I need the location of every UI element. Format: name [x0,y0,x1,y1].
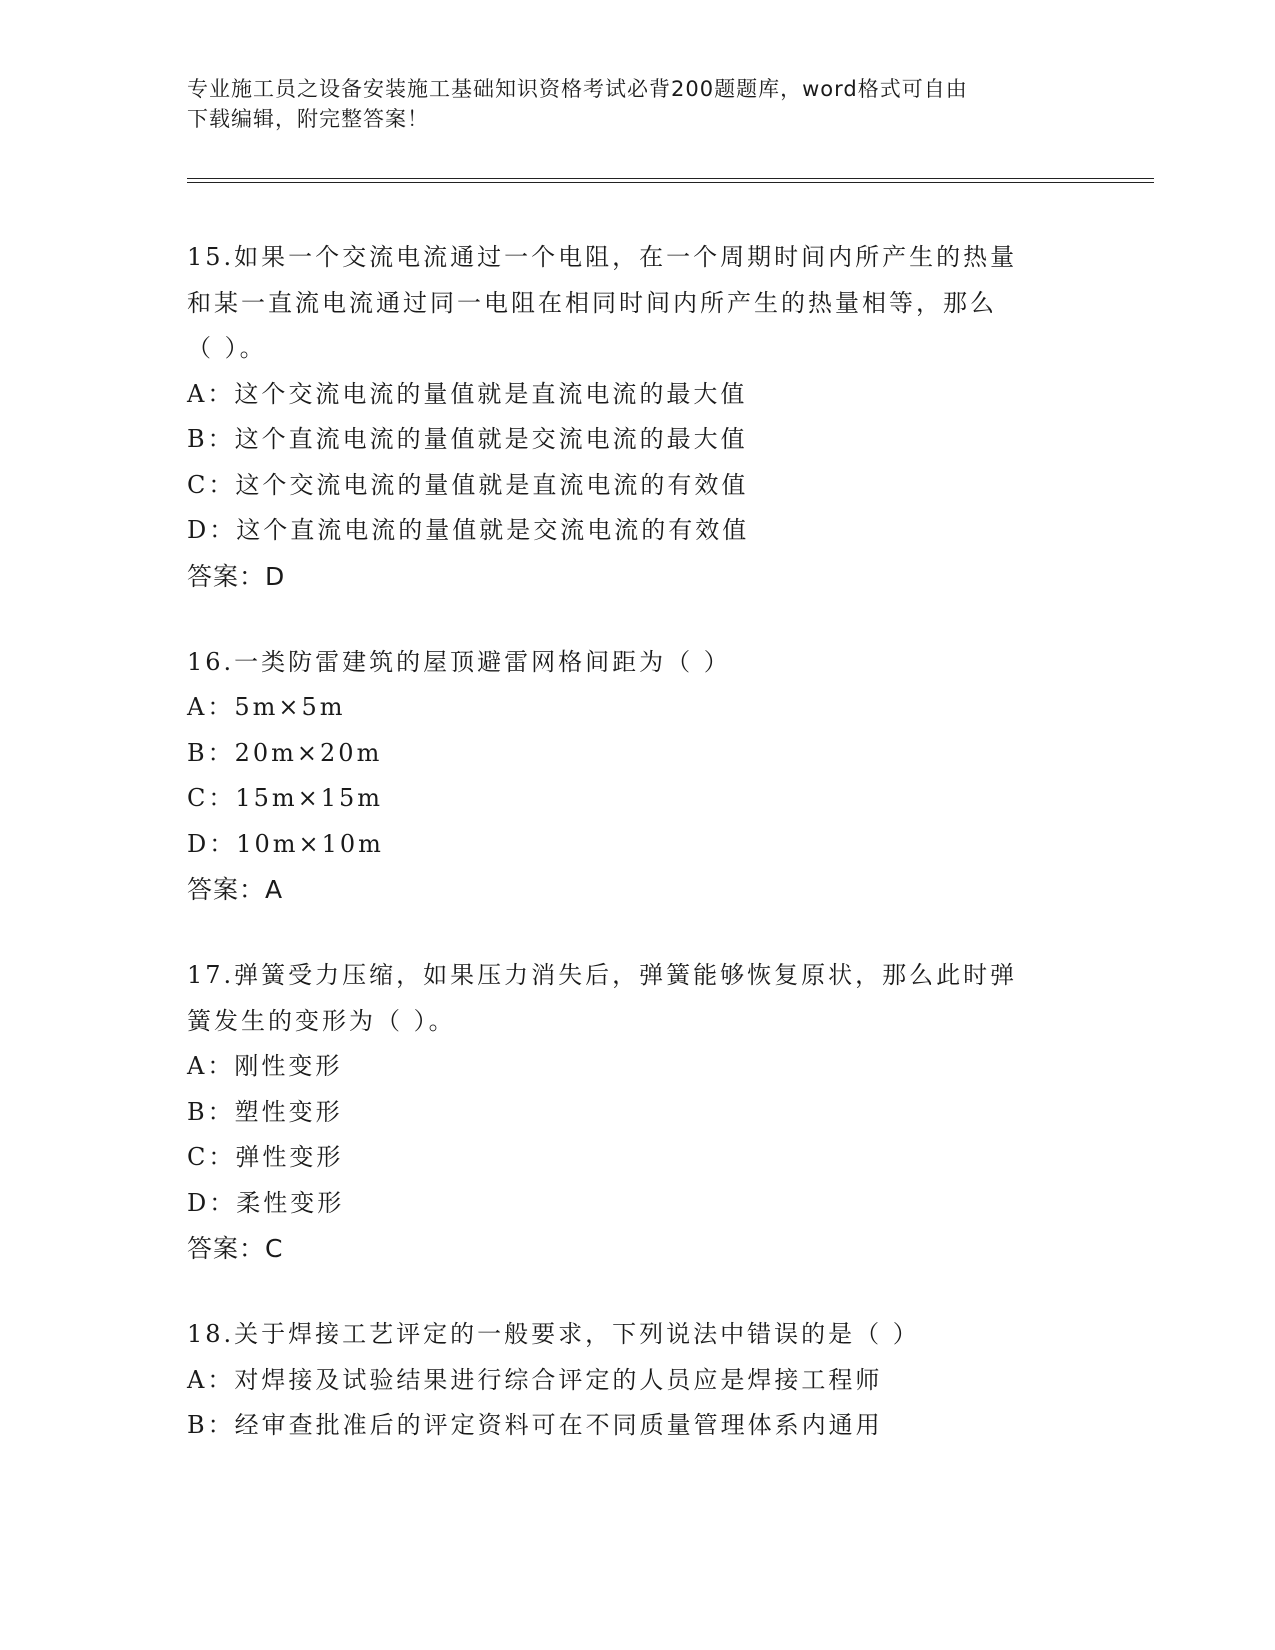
question-text-line: 18.关于焊接工艺评定的一般要求，下列说法中错误的是（ ） [187,1320,920,1348]
option-c: C：15m×15m [187,784,384,812]
question-17 [187,953,1087,1271]
question-list [187,235,1087,1490]
option-c: C：弹性变形 [187,1143,344,1171]
question-text-line: （ ）。 [187,334,267,362]
answer: 答案：A [187,875,284,904]
question-text-line: 簧发生的变形为（ ）。 [187,1006,456,1035]
option-c: C：这个交流电流的量值就是直流电流的有效值 [187,470,749,499]
option-d: D：柔性变形 [187,1188,345,1217]
option-b: B：经审查批准后的评定资料可在不同质量管理体系内通用 [187,1411,883,1439]
answer: 答案：C [187,1234,284,1263]
question-text-line: 16.一类防雷建筑的屋顶避雷网格间距为（ ） [187,647,731,676]
option-b: B：塑性变形 [187,1097,343,1126]
question-16 [187,640,1087,913]
option-d: D：这个直流电流的量值就是交流电流的有效值 [187,516,750,544]
question-text-line: 和某一直流电流通过同一电阻在相同时间内所产生的热量相等，那么 [187,288,997,317]
header-divider-top [187,178,1154,179]
option-a: A：5m×5m [187,693,346,721]
header-divider-bottom [187,182,1154,183]
question-text-line: 17.弹簧受力压缩，如果压力消失后，弹簧能够恢复原状，那么此时弹 [187,961,1018,989]
header-line-1: 专业施工员之设备安装施工基础知识资格考试必背200题题库，word格式可自由 [187,77,968,101]
option-d: D：10m×10m [187,829,384,858]
question-15 [187,235,1087,599]
document-header [187,74,1087,134]
option-a: A：这个交流电流的量值就是直流电流的最大值 [187,379,748,408]
option-a: A：对焊接及试验结果进行综合评定的人员应是焊接工程师 [187,1365,883,1394]
answer: 答案：D [187,561,286,591]
question-18 [187,1312,1087,1449]
option-b: B：20m×20m [187,738,383,767]
question-text-line: 15.如果一个交流电流通过一个电阻，在一个周期时间内所产生的热量 [187,243,1018,271]
option-a: A：刚性变形 [187,1052,343,1080]
option-b: B：这个直流电流的量值就是交流电流的最大值 [187,425,748,453]
header-line-2: 下载编辑，附完整答案！ [187,107,429,131]
